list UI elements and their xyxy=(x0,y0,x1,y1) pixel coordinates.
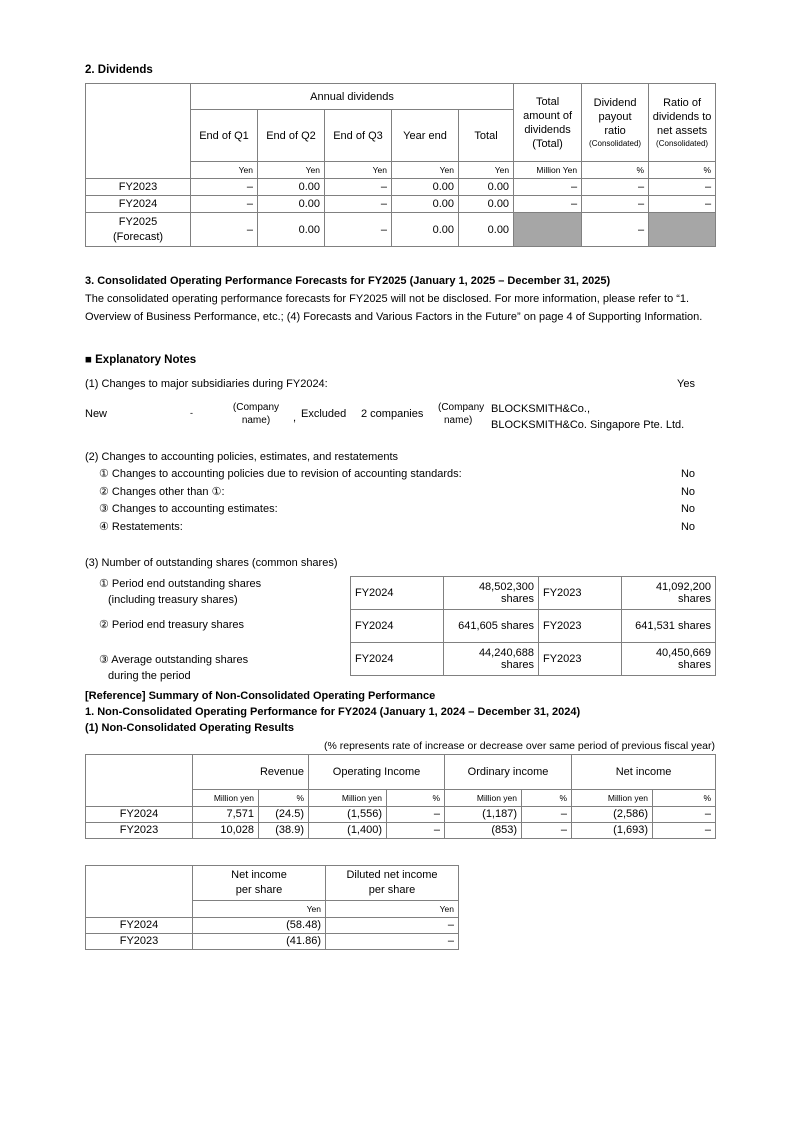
dividends-table xyxy=(85,83,716,247)
total-amount-dividends-header xyxy=(514,84,582,162)
perf-unit-op-myen: Million yen xyxy=(309,789,387,806)
col-header-end-q1: End of Q1 xyxy=(191,110,258,162)
cell-fy2023-q3: – xyxy=(325,179,392,196)
per-share-table xyxy=(85,865,459,950)
note-2-2-label: ② Changes other than ①: xyxy=(99,485,225,498)
cell-fy2024-q3: – xyxy=(325,196,392,213)
dividends-header-row-1 xyxy=(86,84,716,110)
outstanding-shares-block xyxy=(85,576,715,682)
perf-fy2023-ordinary: (853) xyxy=(445,822,522,838)
note-item-3-label: (3) Number of outstanding shares (common shares) xyxy=(85,557,338,569)
pershare-row-label-fy2024: FY2024 xyxy=(86,917,193,933)
cell-fy2024-total: 0.00 xyxy=(459,196,514,213)
pershare-corner-cell xyxy=(86,865,193,917)
subsidiaries-excluded-label: Excluded xyxy=(301,407,347,420)
ratio-l2: dividends to xyxy=(652,111,712,123)
table-row xyxy=(86,822,716,838)
cell-fy2023-amount: – xyxy=(514,179,582,196)
perf-fy2024-ordinary: (1,187) xyxy=(445,806,522,822)
note-item-1-label: (1) Changes to major subsidiaries during FY2024: xyxy=(85,378,328,390)
perf-unit-net-pct: % xyxy=(653,789,716,806)
perf-fy2024-ordinary-pct: – xyxy=(522,806,572,822)
note-2-1-label: ① Changes to accounting policies due to revision of accounting standards: xyxy=(99,468,462,480)
note-2-3-label: ③ Changes to accounting estimates: xyxy=(99,503,278,515)
excluded-company-name-1: BLOCKSMITH&Co., xyxy=(491,402,591,415)
new-company-l2: name) xyxy=(241,414,271,426)
nonconsolidated-performance-title: 1. Non-Consolidated Operating Performance for FY2024 (January 1, 2024 – December 31, 2024) xyxy=(85,705,581,718)
perf-col-ordinary-income: Ordinary income xyxy=(445,754,572,789)
cell-fy2024-payout: – xyxy=(582,196,649,213)
total-amount-l1: Total xyxy=(535,95,560,108)
subsidiaries-excluded-value: 2 companies xyxy=(361,407,424,420)
perf-fy2024-revenue-pct: (24.5) xyxy=(259,806,309,822)
pershare-fy2024-net-income: (58.48) xyxy=(193,917,326,933)
subsidiaries-new-value: - xyxy=(190,407,193,418)
perf-unit-ord-pct: % xyxy=(522,789,572,806)
shares-row3-period-b: FY2023 xyxy=(539,642,622,675)
table-row xyxy=(86,213,716,247)
cell-fy2023-ratio: – xyxy=(649,179,716,196)
note-item-1-value: Yes xyxy=(677,378,695,390)
ratio-l1: Ratio of xyxy=(663,97,702,109)
cell-fy2024-amount: – xyxy=(514,196,582,213)
shares-row1-value-b: 41,092,200 shares xyxy=(622,576,716,609)
document-content xyxy=(85,62,715,950)
shares-label-1 xyxy=(99,576,261,609)
cell-fy2023-payout: – xyxy=(582,179,649,196)
pershare-col-diluted-net-income xyxy=(326,865,459,900)
cell-fy2023-q1: – xyxy=(191,179,258,196)
row-label-fy2024: FY2024 xyxy=(86,196,191,213)
explanatory-notes-title: ■ Explanatory Notes xyxy=(85,354,197,366)
note-item-2-sub-3 xyxy=(85,501,715,519)
row-label-fy2025-forecast xyxy=(86,213,191,247)
ratio-l3: net assets xyxy=(656,125,708,137)
table-row xyxy=(86,196,716,213)
shares-label-2 xyxy=(99,609,261,650)
note-2-1-value: No xyxy=(680,468,695,480)
nonconsolidated-results-table xyxy=(85,754,716,839)
payout-consolidated-note: (Consolidated) xyxy=(589,139,642,148)
col-header-end-q3: End of Q3 xyxy=(325,110,392,162)
table-row xyxy=(86,806,716,822)
cell-fy2025-q1: – xyxy=(191,213,258,247)
perf-unit-op-pct: % xyxy=(387,789,445,806)
forecasts-section-title: 3. Consolidated Operating Performance Forecasts for FY2025 (January 1, 2025 – December 31, 2025) xyxy=(85,275,611,287)
shares-row1-period-a: FY2024 xyxy=(351,576,444,609)
perf-corner-cell xyxy=(86,754,193,806)
dividends-section-title: 2. Dividends xyxy=(85,64,153,76)
perf-unit-ord-myen: Million yen xyxy=(445,789,522,806)
shares-label-2-line1: ② Period end treasury shares xyxy=(99,618,244,631)
perf-header-row xyxy=(86,754,716,789)
cell-fy2023-q2: 0.00 xyxy=(258,179,325,196)
table-row xyxy=(86,933,459,949)
total-amount-l3: dividends xyxy=(524,123,571,136)
forecasts-body-text: The consolidated operating performance forecasts for FY2025 will not be disclosed. For more information, please refer to “1. Overview of Business Performance, etc.; (4) Forecasts and Various Factors in the Future” on page 4 of Supporting Information. xyxy=(85,293,703,323)
shares-row3-value-b: 40,450,669 shares xyxy=(622,642,716,675)
shares-row2-value-b: 641,531 shares xyxy=(622,609,716,642)
cell-fy2025-q2: 0.00 xyxy=(258,213,325,247)
cell-fy2023-total: 0.00 xyxy=(459,179,514,196)
perf-col-operating-income: Operating Income xyxy=(309,754,445,789)
excluded-company-name-2: BLOCKSMITH&Co. Singapore Pte. Ltd. xyxy=(491,418,685,431)
shares-row2-value-a: 641,605 shares xyxy=(444,609,539,642)
note-item-2-sub-4 xyxy=(85,519,715,537)
shares-row1-value-a: 48,502,300 shares xyxy=(444,576,539,609)
fy2025-label: FY2025 xyxy=(118,215,158,228)
cell-fy2023-yearend: 0.00 xyxy=(392,179,459,196)
shares-label-3-line2: during the period xyxy=(108,669,191,682)
ratio-consolidated-note: (Consolidated) xyxy=(656,139,709,148)
cell-fy2025-amount-shaded xyxy=(514,213,582,247)
cell-fy2024-yearend: 0.00 xyxy=(392,196,459,213)
nonconsolidated-results-subtitle: (1) Non-Consolidated Operating Results xyxy=(85,721,295,734)
perf-unit-revenue-myen: Million yen xyxy=(193,789,259,806)
payout-l2: payout xyxy=(598,111,632,123)
perf-fy2023-net-pct: – xyxy=(653,822,716,838)
unit-year-end: Yen xyxy=(392,162,459,179)
pershare-unit-yen-2: Yen xyxy=(326,900,459,917)
cell-fy2025-ratio-shaded xyxy=(649,213,716,247)
perf-fy2024-operating: (1,556) xyxy=(309,806,387,822)
dividends-corner-cell xyxy=(86,84,191,179)
subsidiaries-comma: , xyxy=(293,411,297,424)
shares-row2-period-a: FY2024 xyxy=(351,609,444,642)
unit-million-yen: Million Yen xyxy=(514,162,582,179)
perf-col-net-income: Net income xyxy=(572,754,716,789)
percent-explanation-note: (% represents rate of increase or decrease over same period of previous fiscal year) xyxy=(323,739,715,752)
payout-l1: Dividend xyxy=(593,97,637,109)
perf-fy2024-net: (2,586) xyxy=(572,806,653,822)
shares-row3-period-a: FY2024 xyxy=(351,642,444,675)
perf-fy2023-revenue-pct: (38.9) xyxy=(259,822,309,838)
perf-fy2024-net-pct: – xyxy=(653,806,716,822)
cell-fy2024-q1: – xyxy=(191,196,258,213)
pershare-row-label-fy2023: FY2023 xyxy=(86,933,193,949)
note-item-2-sub-2 xyxy=(85,484,715,502)
note-2-3-value: No xyxy=(680,503,695,515)
table-row xyxy=(351,642,716,675)
unit-payout-pct: % xyxy=(582,162,649,179)
table-row xyxy=(351,576,716,609)
pershare-fy2024-diluted: – xyxy=(326,917,459,933)
perf-fy2023-operating: (1,400) xyxy=(309,822,387,838)
subsidiaries-excluded-company-label xyxy=(438,401,493,427)
pershare-unit-yen-1: Yen xyxy=(193,900,326,917)
shares-row1-period-b: FY2023 xyxy=(539,576,622,609)
note-item-1 xyxy=(85,376,715,394)
pershare-col-net-income xyxy=(193,865,326,900)
total-amount-l2: amount of xyxy=(523,109,573,122)
unit-q2: Yen xyxy=(258,162,325,179)
unit-ratio-pct: % xyxy=(649,162,716,179)
total-amount-l4: (Total) xyxy=(532,137,563,150)
note-item-2-sub-1 xyxy=(85,466,715,484)
ratio-dividends-net-assets-header xyxy=(649,84,716,162)
unit-q1: Yen xyxy=(191,162,258,179)
perf-unit-revenue-pct: % xyxy=(259,789,309,806)
table-row xyxy=(351,609,716,642)
subsidiaries-new-label: New xyxy=(85,407,108,420)
shares-label-1-line2: (including treasury shares) xyxy=(108,593,238,606)
perf-fy2024-operating-pct: – xyxy=(387,806,445,822)
unit-total: Yen xyxy=(459,162,514,179)
new-company-l1: (Company xyxy=(232,401,280,413)
shares-row2-period-b: FY2023 xyxy=(539,609,622,642)
cell-fy2025-payout: – xyxy=(582,213,649,247)
perf-fy2023-operating-pct: – xyxy=(387,822,445,838)
pershare-fy2023-diluted: – xyxy=(326,933,459,949)
subsidiaries-new-company-label xyxy=(225,401,287,427)
col-header-total: Total xyxy=(459,110,514,162)
annual-dividends-group-header: Annual dividends xyxy=(191,84,514,110)
note-item-2-label: (2) Changes to accounting policies, estimates, and restatements xyxy=(85,450,399,463)
subsidiaries-change-line xyxy=(85,398,715,434)
reference-section-title: [Reference] Summary of Non-Consolidated Operating Performance xyxy=(85,689,436,702)
table-row xyxy=(86,917,459,933)
perf-row-label-fy2023: FY2023 xyxy=(86,822,193,838)
unit-q3: Yen xyxy=(325,162,392,179)
pershare-col-1-line2: per share xyxy=(235,883,283,896)
shares-row3-value-a: 44,240,688 shares xyxy=(444,642,539,675)
fy2025-forecast-label: (Forecast) xyxy=(112,230,164,243)
shares-label-1-line1: ① Period end outstanding shares xyxy=(99,577,262,590)
pershare-header-row xyxy=(86,865,459,900)
perf-fy2023-ordinary-pct: – xyxy=(522,822,572,838)
note-2-4-label: ④ Restatements: xyxy=(99,520,183,533)
perf-row-label-fy2024: FY2024 xyxy=(86,806,193,822)
dividend-payout-ratio-header xyxy=(582,84,649,162)
perf-fy2024-revenue: 7,571 xyxy=(193,806,259,822)
pershare-col-2-line2: per share xyxy=(368,883,416,896)
col-header-year-end: Year end xyxy=(392,110,459,162)
table-row xyxy=(86,179,716,196)
cell-fy2025-yearend: 0.00 xyxy=(392,213,459,247)
shares-label-list xyxy=(99,576,261,685)
col-header-end-q2: End of Q2 xyxy=(258,110,325,162)
perf-col-revenue: Revenue xyxy=(193,754,309,789)
cell-fy2025-q3: – xyxy=(325,213,392,247)
shares-label-3-line1: ③ Average outstanding shares xyxy=(99,653,249,666)
pershare-fy2023-net-income: (41.86) xyxy=(193,933,326,949)
shares-label-3 xyxy=(99,650,261,685)
excl-company-l2: name) xyxy=(444,414,473,426)
payout-l3: ratio xyxy=(604,125,626,137)
pershare-col-1-line1: Net income xyxy=(231,868,287,881)
perf-unit-net-myen: Million yen xyxy=(572,789,653,806)
pershare-col-2-line1: Diluted net income xyxy=(346,868,438,881)
note-2-4-value: No xyxy=(680,520,695,533)
cell-fy2024-ratio: – xyxy=(649,196,716,213)
cell-fy2024-q2: 0.00 xyxy=(258,196,325,213)
perf-fy2023-net: (1,693) xyxy=(572,822,653,838)
row-label-fy2023: FY2023 xyxy=(86,179,191,196)
perf-fy2023-revenue: 10,028 xyxy=(193,822,259,838)
excl-company-l1: (Company xyxy=(438,401,485,413)
note-2-2-value: No xyxy=(680,485,695,498)
cell-fy2025-total: 0.00 xyxy=(459,213,514,247)
outstanding-shares-table xyxy=(350,576,716,676)
excluded-company-names xyxy=(491,401,684,433)
